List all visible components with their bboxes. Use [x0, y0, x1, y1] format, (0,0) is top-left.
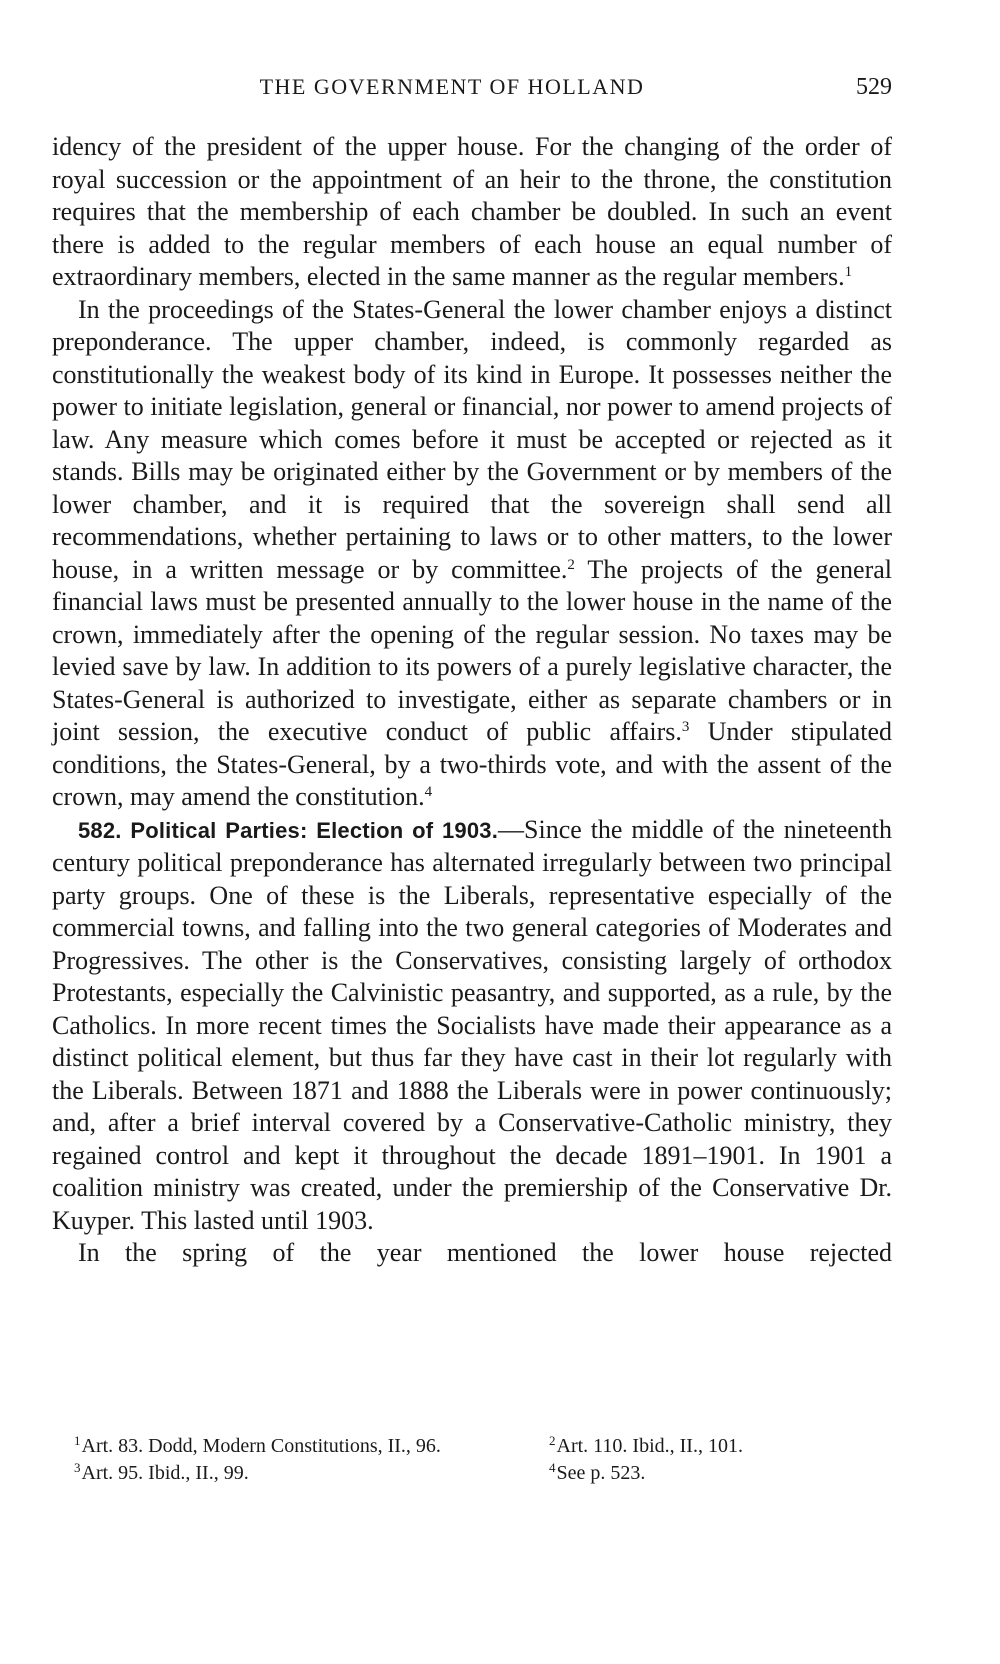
footnote-ref: 1 — [844, 264, 853, 280]
footnote — [74, 1433, 441, 1459]
running-head — [52, 74, 892, 108]
paragraph — [52, 131, 892, 294]
paragraph-text: In the proceedings of the States-General the lower chamber enjoys a distinct preponderance. The upper chamber, indeed, is commonly regarded as constitutionally the weakest body of its kind in Europe. It possesses neither the power to initiate legislation, general or financial, nor power to amend projects of law. Any measure which comes before it must be accepted or rejected as it stands. Bills may be originated either by the Government or by members of the lower chamber, and it is required that the sovereign shall send all recommendations, whether pertaining to laws or to other matters, to the lower house, in a written message or by committee. — [52, 294, 892, 584]
footnote-mark: 4 — [549, 1460, 556, 1475]
paragraph-text: The projects of the general financial laws must be presented annually to the lower house in the name of the crown, immediately after the opening of the regular session. No taxes may be levied save by law. In addition to its powers of a purely legislative character, the States-General is authorized to investigate, either as separate chambers or in joint session, the executive conduct of public affairs. — [52, 554, 893, 746]
footnote-text: Art. 83. Dodd, Modern Constitutions, II., 96. — [81, 1435, 441, 1457]
footnote — [549, 1433, 743, 1459]
paragraph — [52, 1237, 892, 1270]
paragraph-text: Under stipulated conditions, the States-General, by a two-thirds vote, and with the assent of the crown, may amend the constitution. — [52, 717, 892, 811]
footnotes — [52, 1433, 892, 1487]
footnote-row — [52, 1460, 892, 1487]
footnote-mark: 1 — [74, 1433, 81, 1448]
footnote-text: Art. 110. Ibid., II., 101. — [556, 1435, 743, 1457]
paragraph-text: In the spring of the year mentioned the lower house rejected — [78, 1238, 892, 1267]
book-page — [52, 0, 892, 1664]
paragraph — [52, 294, 892, 814]
paragraph-text: —Since the middle of the nineteenth century political preponderance has alternated irregularly between two principal party groups. One of these is the Liberals, representative especially of the commercial towns, and falling into the two general categories of Moderates and Progressives. The other is the Conservatives, consisting largely of orthodox Protestants, especially the Calvinistic peasantry, and supported, as a rule, by the Catholics. In more recent times the Socialists have made their appearance as a distinct political element, but thus far they have cast in their lot regularly with the Liberals. Between 1871 and 1888 the Liberals were in power continuously; and, after a brief interval covered by a Conservative-Catholic ministry, they regained control and kept it throughout the decade 1891–1901. In 1901 a coalition ministry was created, under the premiership of the Conservative Dr. Kuyper. This lasted until 1903. — [52, 814, 892, 1235]
page-number: 529 — [856, 74, 892, 100]
footnote-mark: 2 — [549, 1433, 556, 1448]
paragraph-text: idency of the president of the upper house. For the changing of the order of royal succession or the appointment of an heir to the throne, the constitution requires that the membership of each chamber be doubled. In such an event there is added to the regular members of each house an equal number of extraordinary members, elected in the same manner as the regular members. — [52, 132, 892, 291]
running-title: THE GOVERNMENT OF HOLLAND — [259, 74, 645, 99]
section-heading: 582. Political Parties: Election of 1903. — [78, 817, 499, 843]
footnote-ref: 2 — [567, 556, 575, 573]
footnote — [549, 1460, 645, 1486]
footnote-ref: 4 — [424, 784, 433, 800]
footnote-row — [52, 1433, 892, 1460]
footnote-text: Art. 95. Ibid., II., 99. — [81, 1462, 249, 1484]
body-text — [52, 131, 892, 1270]
footnote-mark: 3 — [74, 1460, 81, 1475]
footnote-ref: 3 — [681, 719, 690, 735]
footnote-text: See p. 523. — [556, 1462, 646, 1484]
paragraph — [52, 814, 892, 1238]
footnote — [74, 1460, 249, 1486]
